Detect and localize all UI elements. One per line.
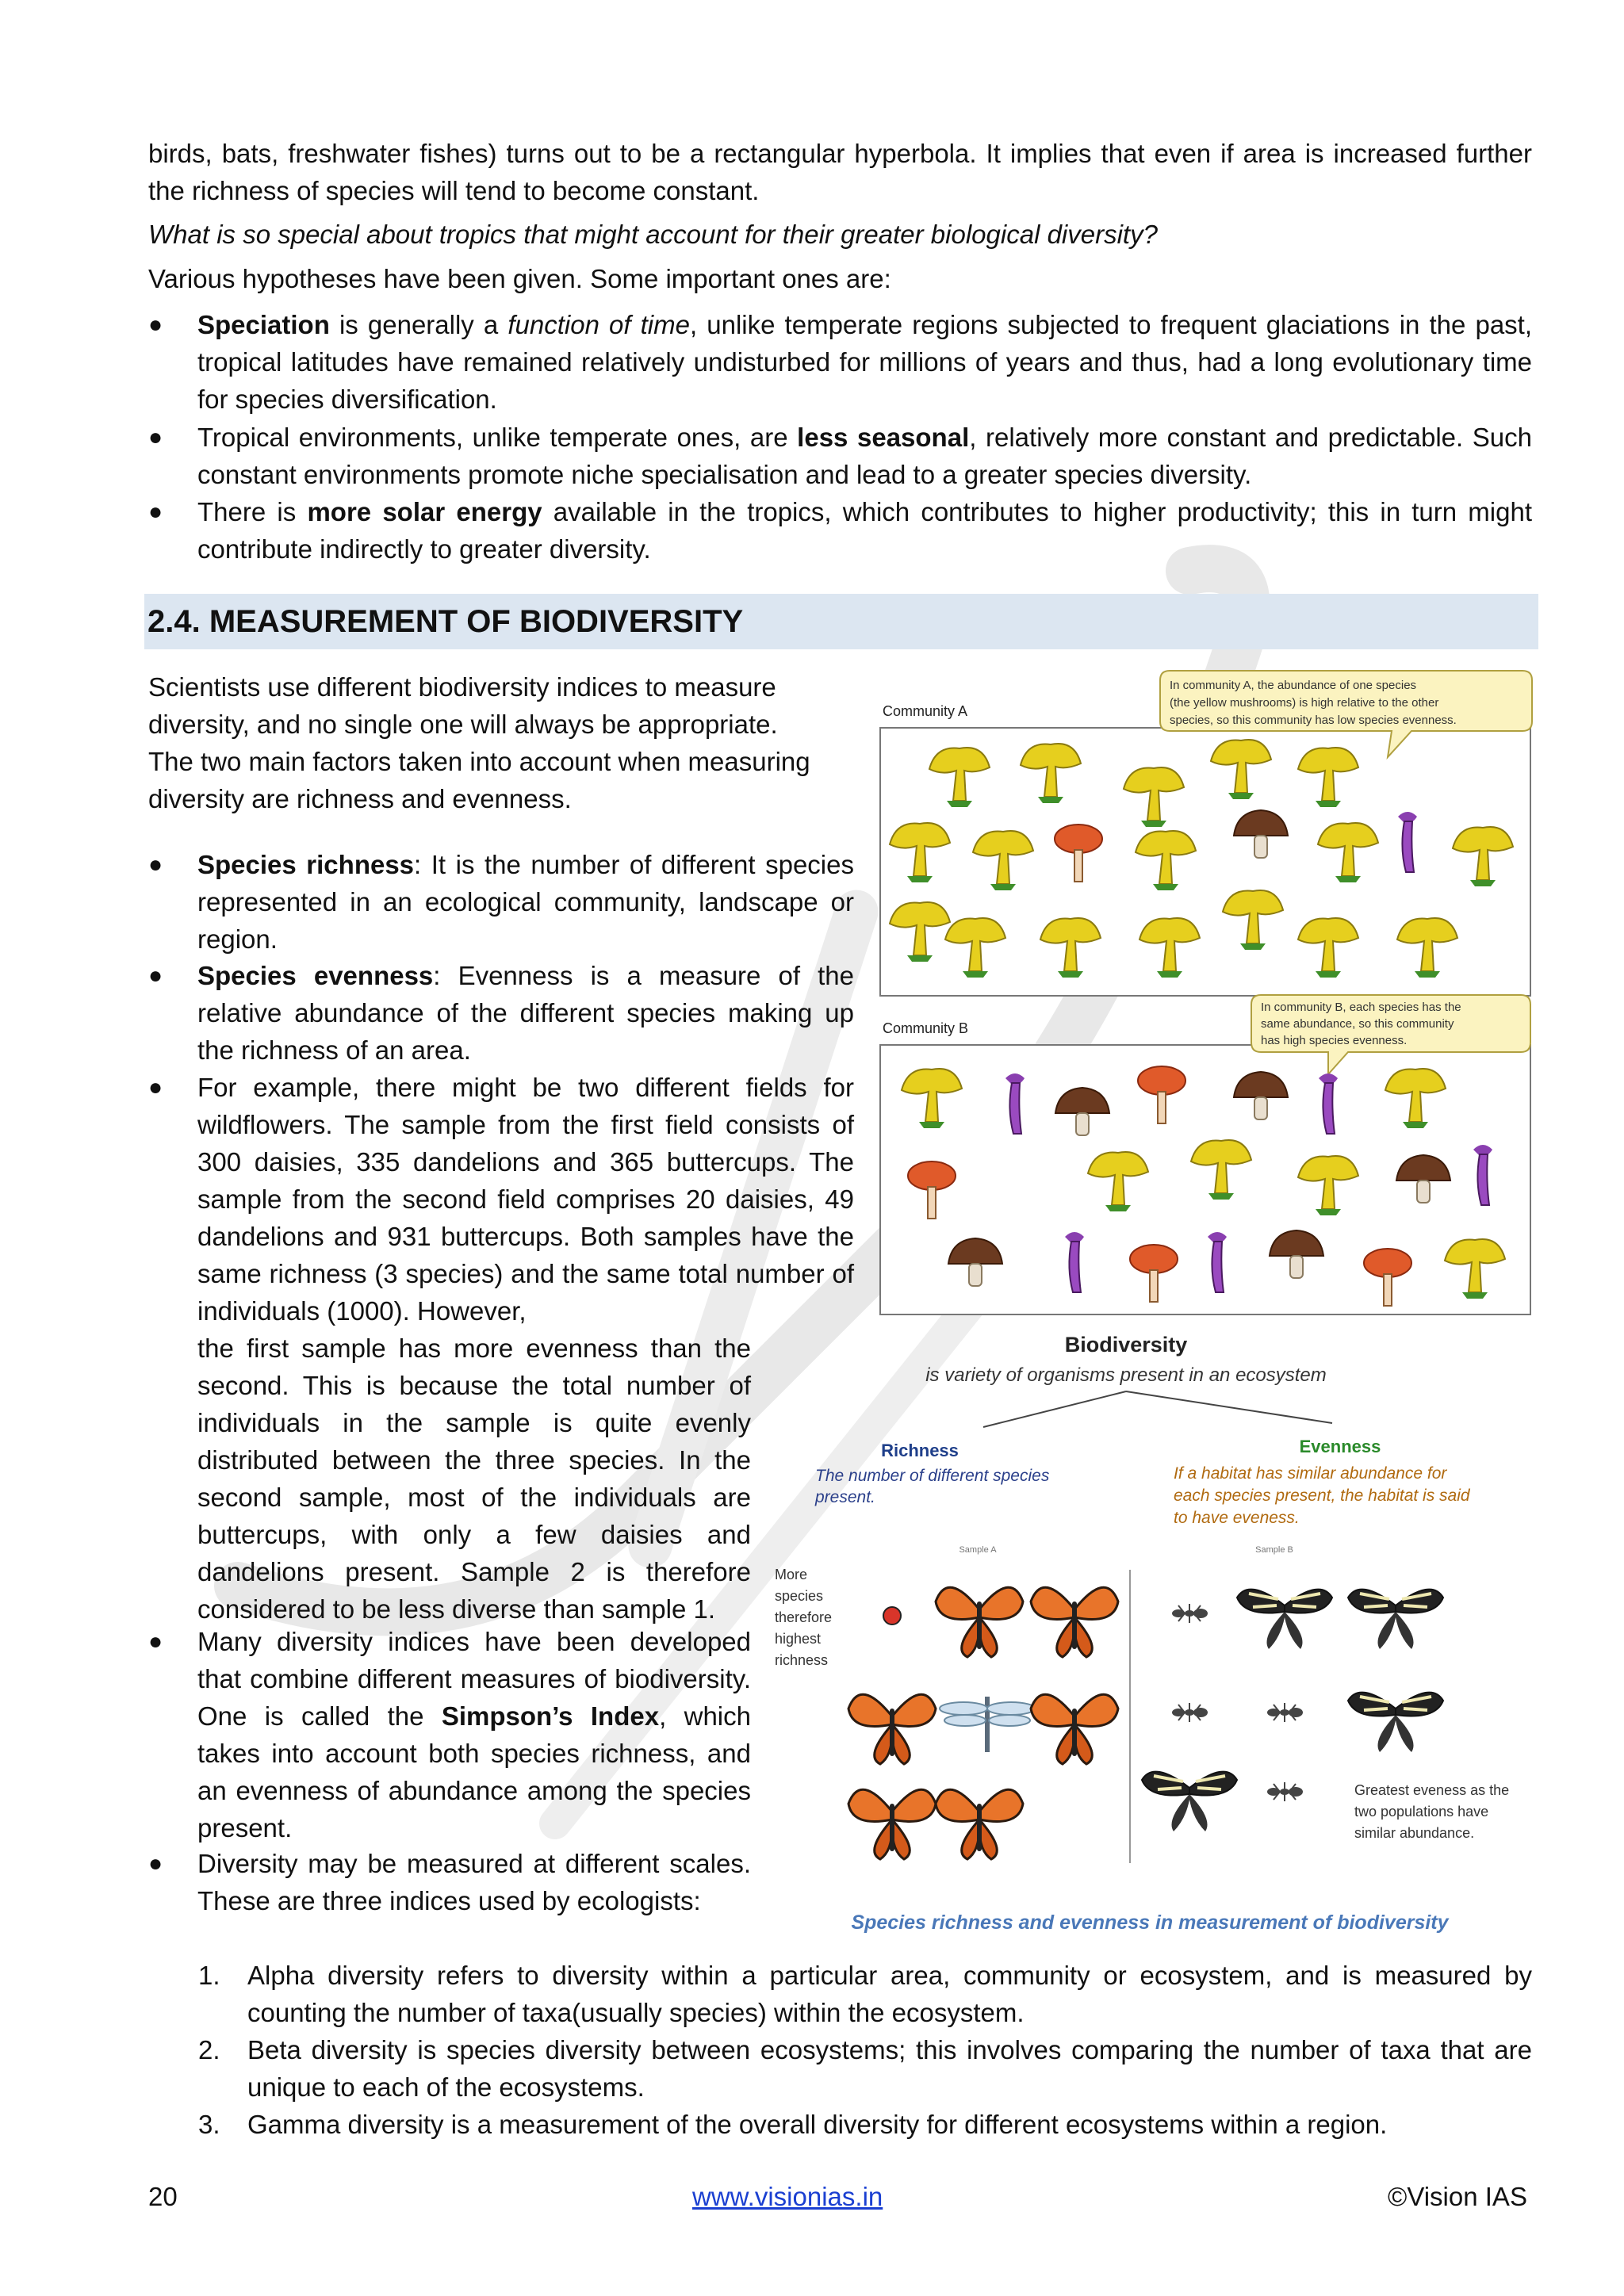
alpha-diversity-item: 1. Alpha diversity refers to diversity within a particular area, community or ecosystem, and is measured by counting the number of taxa(usually species) within the ecosystem. <box>198 1961 1532 2027</box>
community-figure <box>872 666 1538 1324</box>
bullet-icon: ● <box>148 499 163 525</box>
sample-a-label: Sample A <box>959 1545 997 1555</box>
community-a-label: Community A <box>883 703 968 719</box>
community-b-label: Community B <box>883 1020 969 1036</box>
biodiversity-title: Biodiversity <box>1064 1333 1188 1357</box>
bullet-icon: ● <box>148 424 163 450</box>
evenness-bullet: ● Species evenness: Evenness is a measure of the relative abundance of the different species making up the richness of an area. <box>148 957 854 1069</box>
bullet-icon: ● <box>148 1850 163 1877</box>
svg-text:Greatest eveness as the: Greatest eveness as the <box>1354 1782 1510 1798</box>
svg-text:species: species <box>775 1588 824 1604</box>
hypothesis-bullet-2: ● Tropical environments, unlike temperate ones, are less seasonal, relatively more constant and predictable. Such constant environments promote niche specialisation and lead to a greater species diversity. <box>148 419 1532 493</box>
section-heading: 2.4. MEASUREMENT OF BIODIVERSITY <box>144 594 1538 649</box>
richness-bullet: ● Species richness: It is the number of different species represented in an ecological community, landscape or region. <box>148 846 854 958</box>
sample-a-organisms <box>848 1587 1118 1859</box>
bullet-icon: ● <box>148 1628 163 1655</box>
gamma-diversity-item: 3. Gamma diversity is a measurement of the overall diversity for different ecosystems within a region. <box>198 2110 1388 2139</box>
hypothesis-bullet-1: ● Speciation is generally a function of time, unlike temperate regions subjected to frequent glaciations in the past, tropical latitudes have remained relatively undisturbed for millions of years and thus, had a long evolutionary time for species diversification. <box>148 306 1532 418</box>
hypothesis-bullet-3: ● There is more solar energy available in the tropics, which contributes to higher productivity; this in turn might contribute indirectly to greater diversity. <box>148 493 1532 568</box>
svg-text:richness: richness <box>775 1652 829 1668</box>
intro-paragraph: birds, bats, freshwater fishes) turns out to be a rectangular hyperbola. It implies that even if area is increased further the richness of species will tend to become constant. <box>148 139 1532 205</box>
richness-desc-2: present. <box>815 1488 875 1506</box>
svg-text:has high species evenness.: has high species evenness. <box>1261 1034 1408 1047</box>
copyright: ©Vision IAS <box>1388 2182 1527 2211</box>
indices-bullet: ● Many diversity indices have been developed that combine different measures of biodiversity. One is called the Simpson’s Index, which takes into account both species richness, and an evenness of abundance among the species present. <box>148 1623 751 1846</box>
page-number: 20 <box>148 2182 178 2211</box>
tree-lines <box>983 1391 1332 1427</box>
richness-evenness-figure <box>761 1324 1538 1942</box>
bullet-icon: ● <box>148 1074 163 1100</box>
svg-text:species, so this community has: species, so this community has low species evenness. <box>1170 714 1457 727</box>
richness-label: Richness <box>881 1441 959 1460</box>
svg-text:highest: highest <box>775 1631 822 1647</box>
svg-text:same abundance, so this commun: same abundance, so this community <box>1261 1017 1454 1031</box>
greatest-evenness-note <box>1354 1782 1509 1841</box>
example-bullet-continued: the first sample has more evenness than the second. This is because the total number of individuals in the sample is quite evenly distributed between the three species. In the second sample, most of the individuals are buttercups, with only a few daisies and dandelions present. Sample 2 is therefore considered to be less diverse than sample 1. <box>197 1334 751 1624</box>
bullet-icon: ● <box>148 962 163 989</box>
figure-caption: Species richness and evenness in measurement of biodiversity <box>851 1911 1449 1934</box>
svg-text:therefore: therefore <box>775 1609 833 1625</box>
evenness-desc-2: each species present, the habitat is said <box>1174 1487 1470 1505</box>
scales-bullet: ● Diversity may be measured at different scales. These are three indices used by ecologists: <box>148 1845 751 1919</box>
evenness-desc-3: to have eveness. <box>1174 1509 1300 1527</box>
richness-desc-1: The number of different species <box>815 1467 1050 1485</box>
svg-text:In community A, the abundance: In community A, the abundance of one species <box>1170 679 1417 692</box>
more-species-note <box>775 1567 832 1668</box>
biodiversity-subtitle: is variety of organisms present in an ecosystem <box>925 1364 1327 1386</box>
evenness-label: Evenness <box>1299 1437 1381 1456</box>
hypotheses-intro: Various hypotheses have been given. Some important ones are: <box>148 264 891 293</box>
svg-text:similar abundance.: similar abundance. <box>1354 1825 1475 1841</box>
bullet-icon: ● <box>148 312 163 338</box>
svg-text:two populations have: two populations have <box>1354 1804 1489 1820</box>
svg-text:(the yellow mushrooms) is high: (the yellow mushrooms) is high relative to the other <box>1170 696 1439 710</box>
intro-question: What is so special about tropics that might account for their greater biological diversity? <box>148 220 1158 249</box>
example-bullet: ● For example, there might be two different fields for wildflowers. The sample from the first field consists of 300 daisies, 335 dandelions and 365 buttercups. The sample from the second field comprises 20 daisies, 49 dandelions and 931 buttercups. Both samples have the same richness (3 species) and the same total number of individuals (1000). However, <box>148 1069 854 1330</box>
svg-text:More: More <box>775 1567 808 1582</box>
bullet-icon: ● <box>148 851 163 878</box>
svg-text:In community B, each species h: In community B, each species has the <box>1261 1001 1461 1014</box>
website-link[interactable]: www.visionias.in <box>692 2182 883 2211</box>
sample-b-label: Sample B <box>1255 1545 1293 1555</box>
evenness-desc-1: If a habitat has similar abundance for <box>1174 1464 1447 1483</box>
beta-diversity-item: 2. Beta diversity is species diversity between ecosystems; this involves comparing the number of taxa that are unique to each of the ecosystems. <box>198 2035 1532 2102</box>
section-intro: Scientists use different biodiversity indices to measure diversity, and no single one will always be appropriate. The two main factors taken into account when measuring diversity are richness and evenness. <box>148 672 810 813</box>
